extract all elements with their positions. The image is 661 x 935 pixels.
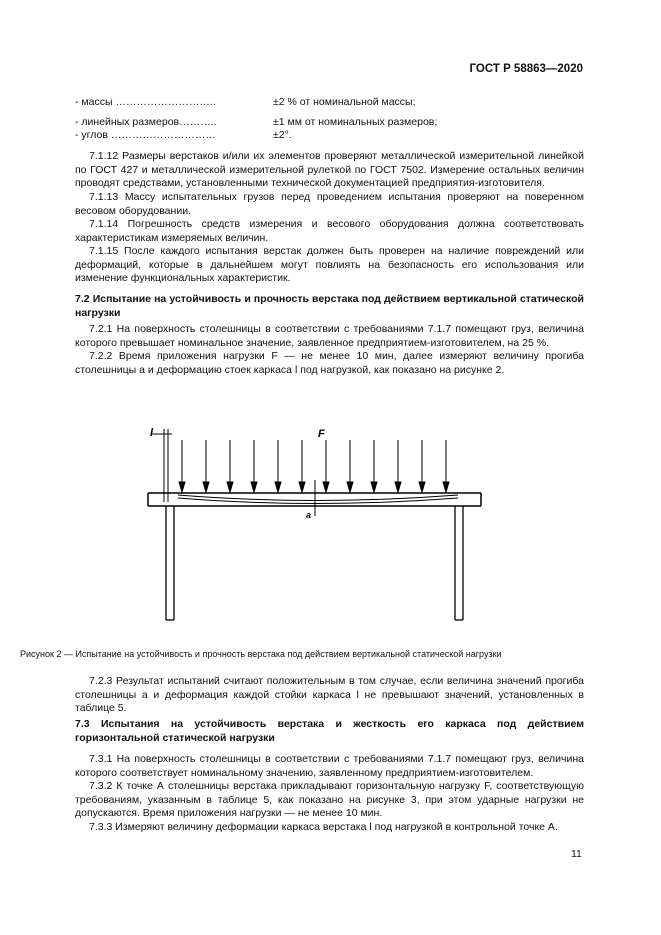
deflection-label: a [306,510,312,520]
paragraph-7-2-3: 7.2.3 Результат испытаний считают положительным в том случае, если величина значений прогиба столешницы a и деформация каждой стойки каркаса l не превышают значений, установленных в таблице 5. [75,675,584,715]
section-heading-7-2: 7.2 Испытание на устойчивость и прочность верстака под действием вертикальной статической нагрузки [75,293,584,319]
paragraph-7-1-14: 7.1.14 Погрешность средств измерения и весового оборудования должна соответствовать характеристикам измеряемых величин. [75,218,584,244]
figure-2-workbench-load-diagram [140,420,490,630]
paragraph-7-1-12: 7.1.12 Размеры верстаков и/или их элементов проверяют металлической измерительной линейкой по ГОСТ 427 и металлической измерительной рулеткой по ГОСТ 7502. Измерение остальных величин проводят средствами, установленными технической документацией предприятия-изготовителя. [75,150,584,190]
document-header: ГОСТ Р 58863—2020 [469,63,583,75]
deflection-curve [178,495,458,501]
figure-caption: Рисунок 2 — Испытание на устойчивость и прочность верстака под действием вертикальной статической нагрузки [20,649,502,659]
tolerance-value: ±1 мм от номинальных размеров; [273,116,438,128]
paragraph-7-3-2: 7.3.2 К точке А столешницы верстака прикладывают горизонтальную нагрузку F, соответствующую требованиям, указанным в таблице 5, как показано на рисунке 3, при этом ударные нагрузки не допускаются. Время приложения нагрузки — не менее 10 мин. [75,780,584,820]
paragraph-7-3-1: 7.3.1 На поверхность столешницы в соответствии с требованиями 7.1.7 помещают груз, величина которого соответствует номинальному значению, заявленному предприятием-изготовителем. [75,753,584,779]
section-heading-7-3: 7.3 Испытания на устойчивость верстака и жесткость его каркаса под действием горизонтальной статической нагрузки [75,718,584,744]
paragraph-7-1-15: 7.1.15 После каждого испытания верстак должен быть проверен на наличие повреждений или деформаций, которые в дальнейшем могут повлиять на безопасность его использования или изменение функциональных характеристик. [75,245,584,285]
tolerance-name: - линейных размеров……….. [75,116,217,128]
tolerance-value: ±2 % от номинальной массы; [273,96,416,108]
frame-deformation-label: l [150,427,154,439]
load-arrows [179,440,449,492]
load-label: F [318,428,325,440]
paragraph-7-2-2: 7.2.2 Время приложения нагрузки F — не менее 10 мин, далее измеряют величину прогиба столешницы a и деформацию стоек каркаса l под нагрузкой, как показано на рисунке 2. [75,350,584,376]
tolerance-name: - углов ………………………… [75,129,216,141]
page-number: 11 [571,848,582,860]
paragraph-7-3-3: 7.3.3 Измеряют величину деформации каркаса верстака l под нагрузкой в контрольной точке А. [89,821,558,833]
paragraph-7-1-13: 7.1.13 Массу испытательных грузов перед проведением испытания проверяют на поверенном весовом оборудовании. [75,191,584,217]
paragraph-7-2-1: 7.2.1 На поверхность столешницы в соответствии с требованиями 7.1.7 помещают груз, величина которого превышает номинальное значение, заявленное предприятием-изготовителем, на 25 %. [75,323,584,349]
tolerance-name: - массы ……………………….. [75,96,216,108]
tolerance-value: ±2°. [273,129,292,141]
